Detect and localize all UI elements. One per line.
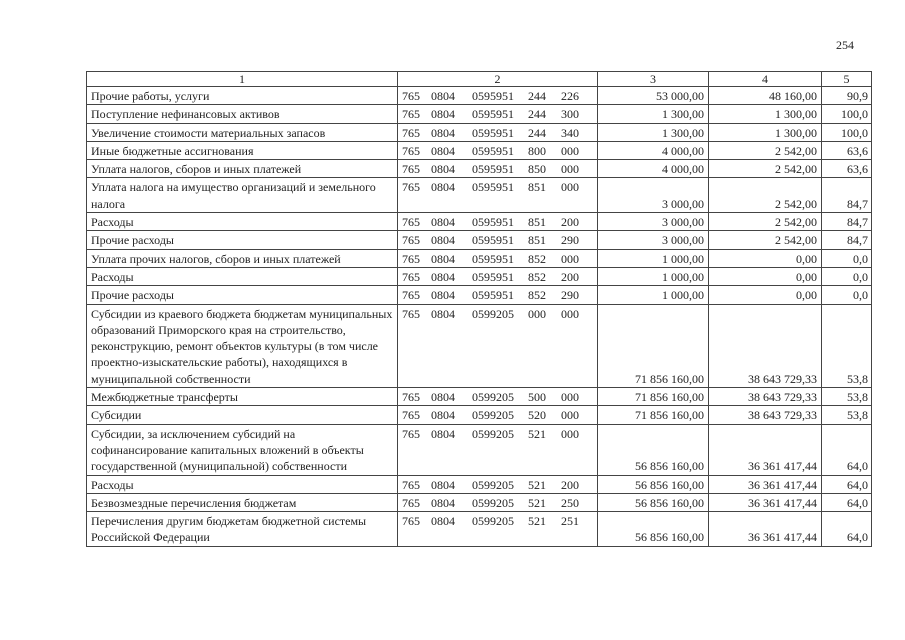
row-executed-amount: 2 542,00 <box>709 178 822 213</box>
table-row <box>87 475 872 493</box>
row-execution-percent: 64,0 <box>822 424 872 475</box>
header-col-1: 1 <box>87 72 398 87</box>
page-number: 254 <box>836 38 854 52</box>
row-executed-amount: 1 300,00 <box>709 123 822 141</box>
code-section: 0804 <box>431 306 455 321</box>
budget-code-parts <box>402 232 593 248</box>
row-executed-amount: 2 542,00 <box>709 231 822 249</box>
row-name: Субсидии <box>87 406 398 424</box>
row-planned-amount: 1 300,00 <box>598 105 709 123</box>
row-name: Уплата прочих налогов, сборов и иных платежей <box>87 249 398 267</box>
code-target-item: 0595951 <box>472 180 514 195</box>
table-row <box>87 178 872 213</box>
code-kosgu: 000 <box>561 306 579 321</box>
row-execution-percent: 53,8 <box>822 406 872 424</box>
row-execution-percent: 53,8 <box>822 388 872 406</box>
row-planned-amount: 4 000,00 <box>598 141 709 159</box>
table-row <box>87 267 872 285</box>
table-row <box>87 304 872 387</box>
code-expense-type: 800 <box>528 143 546 158</box>
code-target-item: 0595951 <box>472 143 514 158</box>
code-target-item: 0599205 <box>472 408 514 423</box>
code-section: 0804 <box>431 269 455 284</box>
header-col-5: 5 <box>822 72 872 87</box>
row-name: Иные бюджетные ассигнования <box>87 141 398 159</box>
row-executed-amount: 2 542,00 <box>709 213 822 231</box>
budget-code-parts <box>402 179 593 195</box>
table-row <box>87 286 872 304</box>
row-name: Увеличение стоимости материальных запасов <box>87 123 398 141</box>
code-target-item: 0599205 <box>472 390 514 405</box>
code-expense-type: 852 <box>528 269 546 284</box>
header-col-3: 3 <box>598 72 709 87</box>
row-executed-amount: 48 160,00 <box>709 87 822 105</box>
row-execution-percent: 64,0 <box>822 493 872 511</box>
code-expense-type: 851 <box>528 215 546 230</box>
code-expense-type: 500 <box>528 390 546 405</box>
row-executed-amount: 0,00 <box>709 286 822 304</box>
code-target-item: 0595951 <box>472 107 514 122</box>
table-header <box>87 72 872 87</box>
code-section: 0804 <box>431 215 455 230</box>
row-executed-amount: 36 361 417,44 <box>709 512 822 547</box>
row-budget-code <box>398 105 598 123</box>
budget-code-parts <box>402 125 593 141</box>
row-planned-amount: 1 000,00 <box>598 286 709 304</box>
code-expense-type: 521 <box>528 426 546 441</box>
row-executed-amount: 0,00 <box>709 249 822 267</box>
row-execution-percent: 100,0 <box>822 123 872 141</box>
row-budget-code <box>398 87 598 105</box>
code-kosgu: 290 <box>561 288 579 303</box>
row-name: Расходы <box>87 267 398 285</box>
row-planned-amount: 1 300,00 <box>598 123 709 141</box>
row-execution-percent: 90,9 <box>822 87 872 105</box>
code-expense-type: 852 <box>528 288 546 303</box>
row-execution-percent: 100,0 <box>822 105 872 123</box>
code-ministry: 765 <box>402 288 420 303</box>
budget-code-parts <box>402 143 593 159</box>
row-budget-code <box>398 213 598 231</box>
code-ministry: 765 <box>402 143 420 158</box>
code-section: 0804 <box>431 426 455 441</box>
code-kosgu: 000 <box>561 390 579 405</box>
row-budget-code <box>398 475 598 493</box>
row-name: Межбюджетные трансферты <box>87 388 398 406</box>
code-section: 0804 <box>431 477 455 492</box>
row-execution-percent: 53,8 <box>822 304 872 387</box>
row-budget-code <box>398 424 598 475</box>
row-name: Прочие расходы <box>87 231 398 249</box>
table-row <box>87 493 872 511</box>
row-budget-code <box>398 249 598 267</box>
table-row <box>87 160 872 178</box>
row-name: Перечисления другим бюджетам бюджетной системы Российской Федерации <box>87 512 398 547</box>
code-kosgu: 200 <box>561 215 579 230</box>
code-section: 0804 <box>431 288 455 303</box>
code-target-item: 0595951 <box>472 269 514 284</box>
table-row <box>87 213 872 231</box>
row-planned-amount: 56 856 160,00 <box>598 493 709 511</box>
code-kosgu: 226 <box>561 89 579 103</box>
row-executed-amount: 0,00 <box>709 267 822 285</box>
row-planned-amount: 56 856 160,00 <box>598 512 709 547</box>
code-ministry: 765 <box>402 107 420 122</box>
code-section: 0804 <box>431 233 455 248</box>
code-expense-type: 244 <box>528 125 546 140</box>
table-row <box>87 123 872 141</box>
row-executed-amount: 2 542,00 <box>709 160 822 178</box>
budget-code-parts <box>402 214 593 230</box>
table-row <box>87 406 872 424</box>
code-ministry: 765 <box>402 269 420 284</box>
table-row <box>87 424 872 475</box>
row-name: Субсидии из краевого бюджета бюджетам муниципальных образований Приморского края на строительство, реконструкцию, ремонт объектов культуры (в том числе проектно-изыскательские работы), находящихся в муниципальной собственности <box>87 304 398 387</box>
row-execution-percent: 84,7 <box>822 213 872 231</box>
code-section: 0804 <box>431 162 455 177</box>
row-executed-amount: 2 542,00 <box>709 141 822 159</box>
row-execution-percent: 0,0 <box>822 267 872 285</box>
code-ministry: 765 <box>402 125 420 140</box>
row-planned-amount: 71 856 160,00 <box>598 388 709 406</box>
code-expense-type: 521 <box>528 495 546 510</box>
row-budget-code <box>398 123 598 141</box>
code-target-item: 0599205 <box>472 514 514 529</box>
code-expense-type: 520 <box>528 408 546 423</box>
code-section: 0804 <box>431 89 455 103</box>
code-target-item: 0599205 <box>472 477 514 492</box>
budget-code-parts <box>402 88 593 104</box>
row-name: Прочие работы, услуги <box>87 87 398 105</box>
code-target-item: 0595951 <box>472 162 514 177</box>
budget-code-parts <box>402 407 593 423</box>
row-planned-amount: 56 856 160,00 <box>598 424 709 475</box>
code-kosgu: 251 <box>561 514 579 529</box>
code-ministry: 765 <box>402 390 420 405</box>
row-budget-code <box>398 267 598 285</box>
row-name: Расходы <box>87 213 398 231</box>
budget-code-parts <box>402 513 593 529</box>
row-budget-code <box>398 512 598 547</box>
row-budget-code <box>398 178 598 213</box>
row-planned-amount: 3 000,00 <box>598 231 709 249</box>
row-planned-amount: 56 856 160,00 <box>598 475 709 493</box>
table-body <box>87 87 872 547</box>
budget-code-parts <box>402 251 593 267</box>
row-executed-amount: 38 643 729,33 <box>709 406 822 424</box>
header-row <box>87 72 872 87</box>
code-expense-type: 851 <box>528 233 546 248</box>
row-planned-amount: 3 000,00 <box>598 178 709 213</box>
row-executed-amount: 36 361 417,44 <box>709 424 822 475</box>
budget-code-parts <box>402 287 593 303</box>
code-ministry: 765 <box>402 408 420 423</box>
code-kosgu: 250 <box>561 495 579 510</box>
row-budget-code <box>398 286 598 304</box>
table-row <box>87 512 872 547</box>
code-kosgu: 290 <box>561 233 579 248</box>
code-kosgu: 000 <box>561 162 579 177</box>
row-executed-amount: 38 643 729,33 <box>709 304 822 387</box>
table-row <box>87 105 872 123</box>
code-section: 0804 <box>431 408 455 423</box>
code-section: 0804 <box>431 180 455 195</box>
budget-code-parts <box>402 389 593 405</box>
code-kosgu: 000 <box>561 143 579 158</box>
code-ministry: 765 <box>402 495 420 510</box>
row-planned-amount: 1 000,00 <box>598 267 709 285</box>
code-section: 0804 <box>431 495 455 510</box>
code-expense-type: 521 <box>528 477 546 492</box>
code-section: 0804 <box>431 143 455 158</box>
table-row <box>87 141 872 159</box>
code-target-item: 0595951 <box>472 125 514 140</box>
row-name: Безвозмездные перечисления бюджетам <box>87 493 398 511</box>
code-ministry: 765 <box>402 233 420 248</box>
row-budget-code <box>398 141 598 159</box>
row-name: Уплата налогов, сборов и иных платежей <box>87 160 398 178</box>
code-target-item: 0599205 <box>472 495 514 510</box>
row-execution-percent: 64,0 <box>822 475 872 493</box>
code-ministry: 765 <box>402 215 420 230</box>
row-planned-amount: 53 000,00 <box>598 87 709 105</box>
row-planned-amount: 4 000,00 <box>598 160 709 178</box>
row-planned-amount: 3 000,00 <box>598 213 709 231</box>
code-target-item: 0595951 <box>472 89 514 103</box>
row-budget-code <box>398 493 598 511</box>
code-section: 0804 <box>431 251 455 266</box>
budget-code-parts <box>402 106 593 122</box>
row-budget-code <box>398 231 598 249</box>
row-execution-percent: 0,0 <box>822 249 872 267</box>
table-row <box>87 87 872 105</box>
row-name: Уплата налога на имущество организаций и земельного налога <box>87 178 398 213</box>
code-kosgu: 200 <box>561 477 579 492</box>
row-executed-amount: 1 300,00 <box>709 105 822 123</box>
code-kosgu: 200 <box>561 269 579 284</box>
row-planned-amount: 71 856 160,00 <box>598 406 709 424</box>
code-section: 0804 <box>431 107 455 122</box>
code-expense-type: 852 <box>528 251 546 266</box>
code-ministry: 765 <box>402 477 420 492</box>
code-target-item: 0595951 <box>472 288 514 303</box>
code-section: 0804 <box>431 390 455 405</box>
code-kosgu: 000 <box>561 408 579 423</box>
budget-code-parts <box>402 306 593 322</box>
code-ministry: 765 <box>402 180 420 195</box>
code-kosgu: 340 <box>561 125 579 140</box>
row-name: Субсидии, за исключением субсидий на софинансирование капитальных вложений в объекты государственной (муниципальной) собственности <box>87 424 398 475</box>
code-target-item: 0595951 <box>472 233 514 248</box>
code-expense-type: 850 <box>528 162 546 177</box>
code-expense-type: 851 <box>528 180 546 195</box>
row-name: Поступление нефинансовых активов <box>87 105 398 123</box>
code-section: 0804 <box>431 514 455 529</box>
code-ministry: 765 <box>402 514 420 529</box>
table-row <box>87 249 872 267</box>
code-ministry: 765 <box>402 251 420 266</box>
row-execution-percent: 63,6 <box>822 141 872 159</box>
row-name: Прочие расходы <box>87 286 398 304</box>
row-executed-amount: 36 361 417,44 <box>709 475 822 493</box>
row-planned-amount: 71 856 160,00 <box>598 304 709 387</box>
row-budget-code <box>398 388 598 406</box>
code-expense-type: 244 <box>528 89 546 103</box>
budget-code-parts <box>402 477 593 493</box>
table-row <box>87 231 872 249</box>
row-executed-amount: 38 643 729,33 <box>709 388 822 406</box>
code-ministry: 765 <box>402 162 420 177</box>
row-execution-percent: 84,7 <box>822 178 872 213</box>
table-row <box>87 388 872 406</box>
row-budget-code <box>398 304 598 387</box>
row-name: Расходы <box>87 475 398 493</box>
code-target-item: 0595951 <box>472 251 514 266</box>
code-target-item: 0599205 <box>472 426 514 441</box>
code-target-item: 0599205 <box>472 306 514 321</box>
row-budget-code <box>398 160 598 178</box>
code-target-item: 0595951 <box>472 215 514 230</box>
code-kosgu: 000 <box>561 180 579 195</box>
code-expense-type: 000 <box>528 306 546 321</box>
code-ministry: 765 <box>402 426 420 441</box>
code-kosgu: 000 <box>561 251 579 266</box>
code-kosgu: 300 <box>561 107 579 122</box>
budget-execution-table <box>86 71 872 547</box>
row-execution-percent: 0,0 <box>822 286 872 304</box>
budget-code-parts <box>402 495 593 511</box>
code-ministry: 765 <box>402 89 420 103</box>
header-col-2: 2 <box>398 72 598 87</box>
row-execution-percent: 84,7 <box>822 231 872 249</box>
code-ministry: 765 <box>402 306 420 321</box>
row-budget-code <box>398 406 598 424</box>
code-kosgu: 000 <box>561 426 579 441</box>
header-col-4: 4 <box>709 72 822 87</box>
code-section: 0804 <box>431 125 455 140</box>
budget-code-parts <box>402 426 593 442</box>
budget-code-parts <box>402 161 593 177</box>
code-expense-type: 521 <box>528 514 546 529</box>
budget-code-parts <box>402 269 593 285</box>
row-planned-amount: 1 000,00 <box>598 249 709 267</box>
code-expense-type: 244 <box>528 107 546 122</box>
row-executed-amount: 36 361 417,44 <box>709 493 822 511</box>
row-execution-percent: 64,0 <box>822 512 872 547</box>
row-execution-percent: 63,6 <box>822 160 872 178</box>
